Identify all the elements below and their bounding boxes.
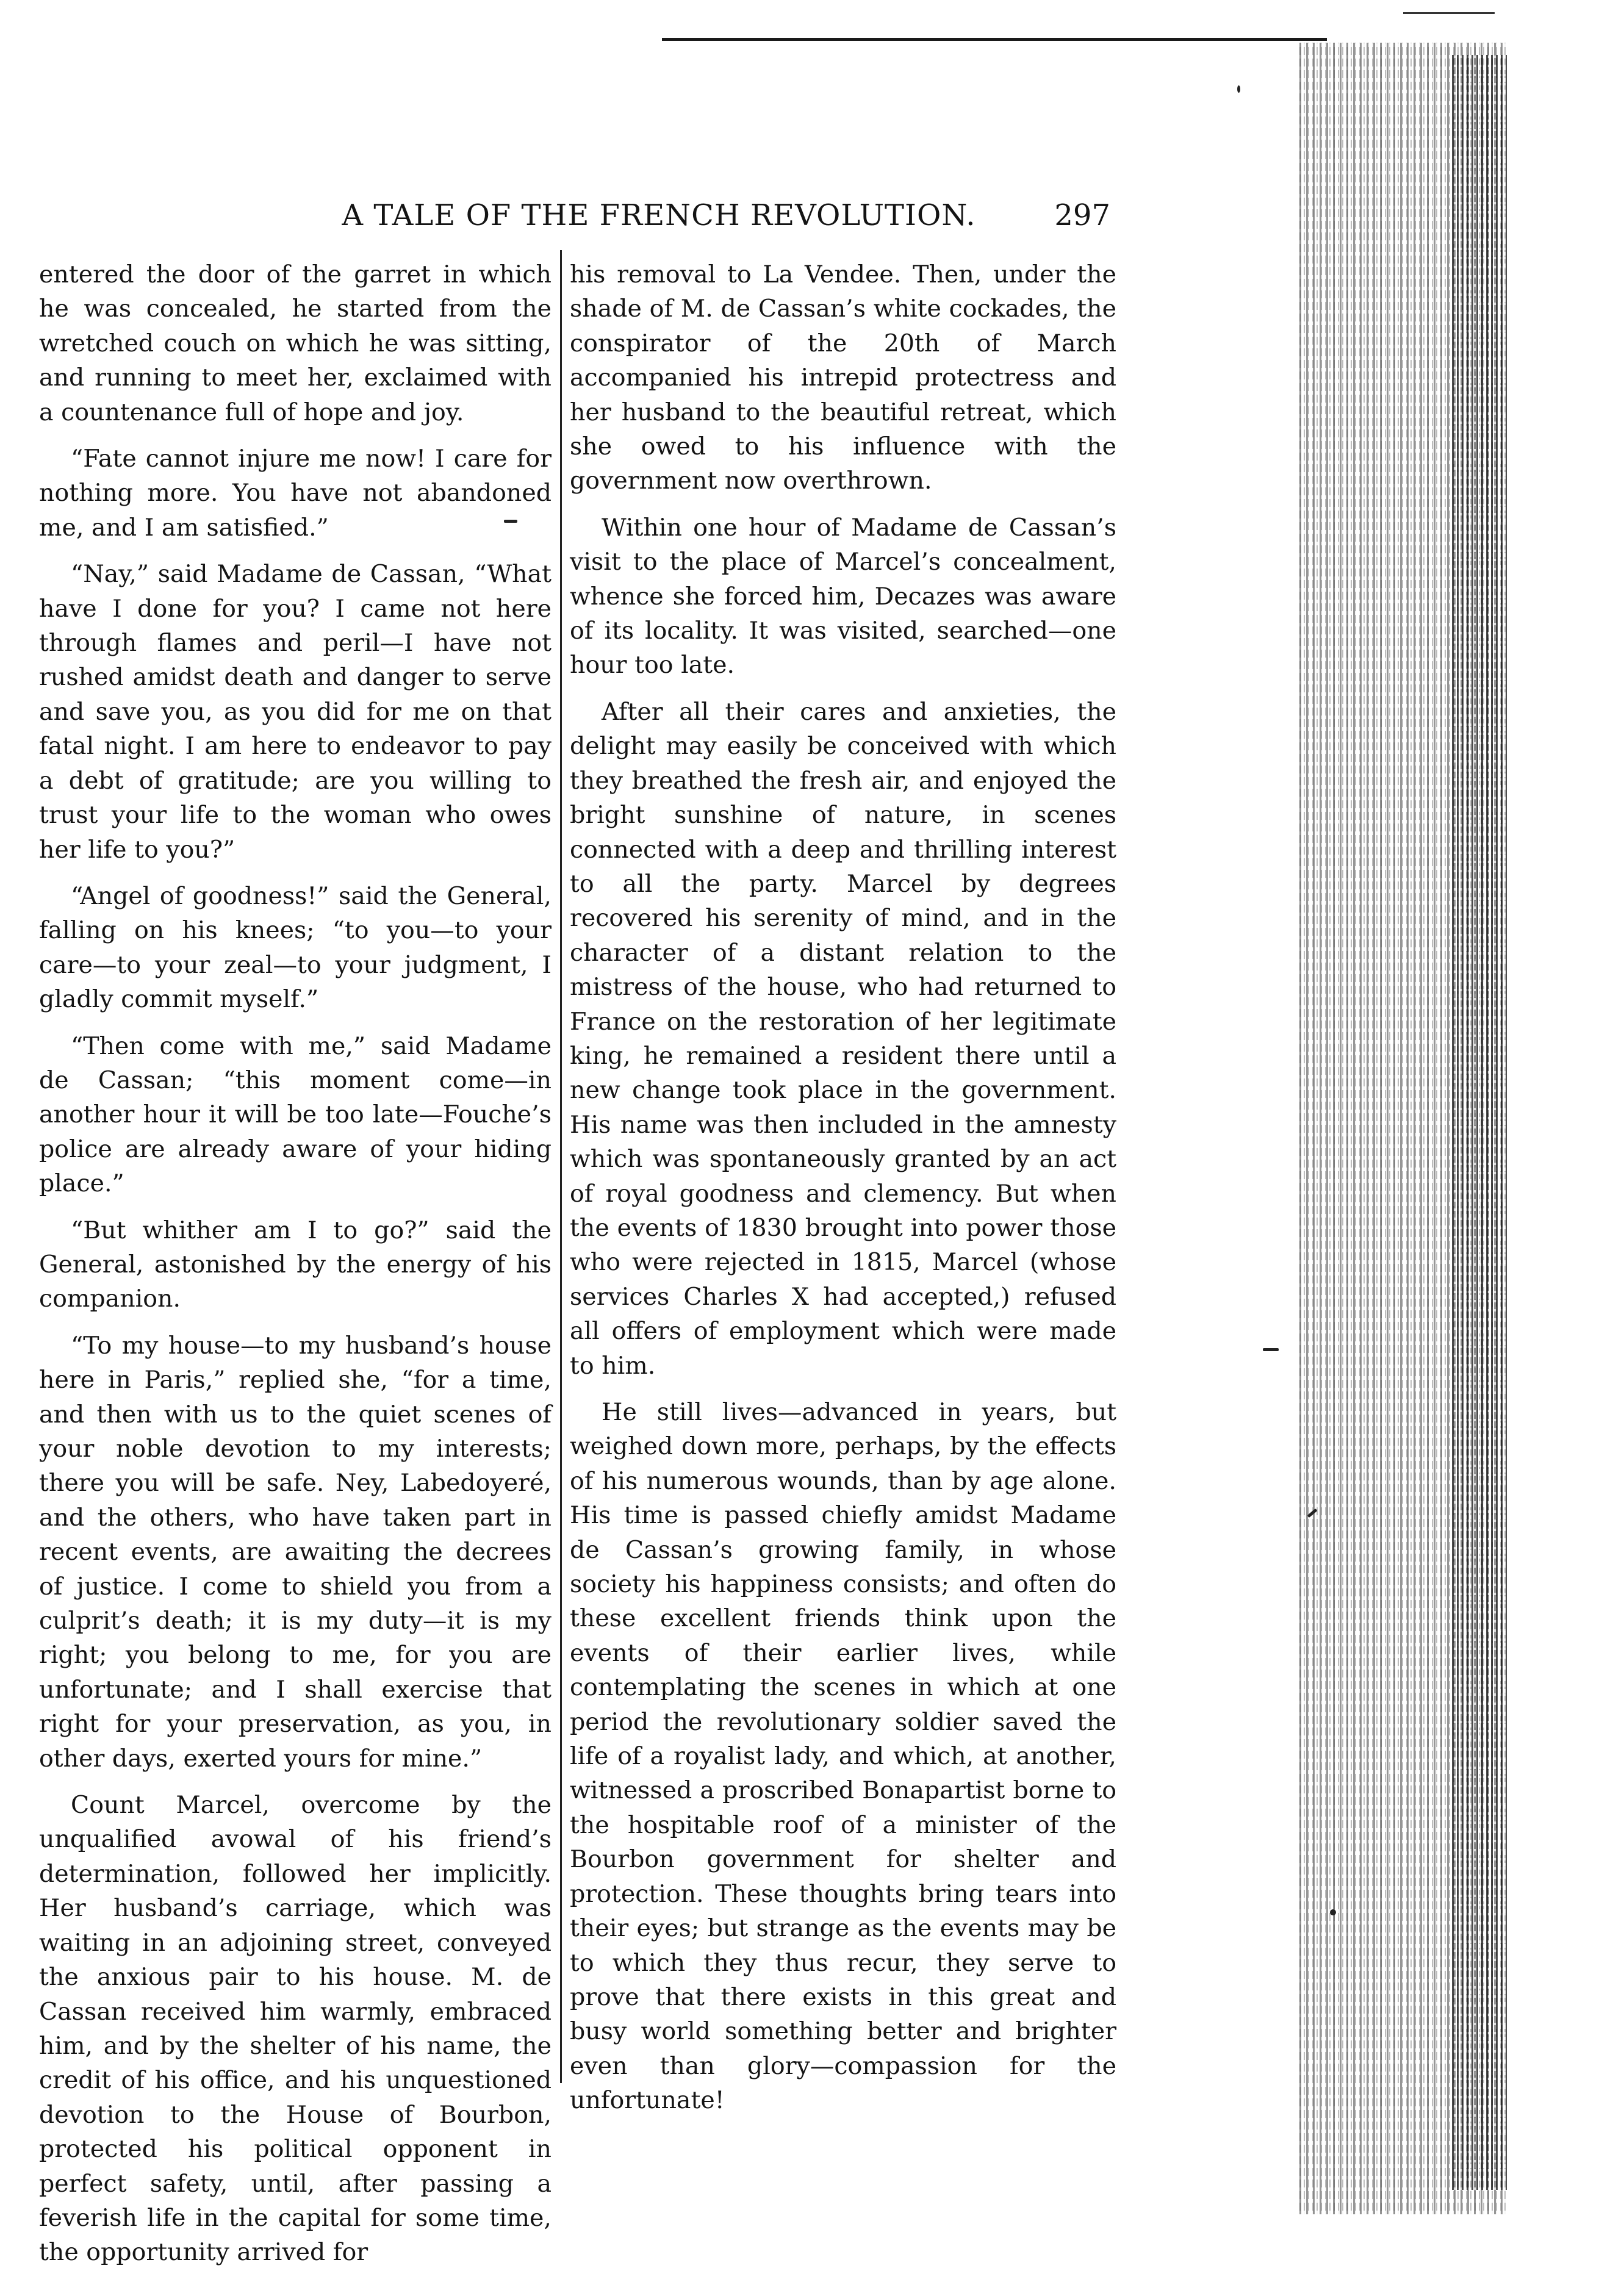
paragraph: “But whither am I to go?” said the General, astonished by the energy of his companion. — [39, 1216, 552, 1313]
page-number: 297 — [1054, 198, 1110, 232]
scan-speck — [504, 520, 517, 523]
top-rule-fragment — [1403, 12, 1495, 14]
paragraph: “Angel of goodness!” said the General, falling on his knees; “to you—to your care—to your zeal—to your judgment, I gladly commit myself.” — [39, 881, 552, 1014]
paragraph: Within one hour of Madame de Cassan’s visit to the place of Marcel’s concealment, whence she forced him, Decazes was aware of its locality. It was visited, searched—one hour too late. — [570, 513, 1116, 680]
paragraph: “Then come with me,” said Madame de Cassan; “this moment come—in another hour it will be too late—Fouche’s police are already aware of your hiding place.” — [39, 1032, 552, 1198]
paragraph: “Nay,” said Madame de Cassan, “What have I done for you? I came not here through flames and peril—I have not rushed amidst death and danger to serve and save you, as you did for me on that fatal night. I am here to endeavor to pay a debt of gratitude; are you willing to trust your life to the woman who owes her life to you?” — [39, 560, 552, 864]
paragraph: After all their cares and anxieties, the delight may easily be conceived with which they breathed the fresh air, and enjoyed the bright sunshine of nature, in scenes connected with a deep and thrilling interest to all the party. Marcel by degrees recovered his serenity of mind, and in the character of a distant relation to the mistress of the house, who had returned to France on the restoration of her legitimate king, he remained a resident there until a new change took place in the government. His name was then included in the amnesty which was spontaneously granted by an act of royal goodness and clemency. But when the events of 1830 brought into power those who were rejected in 1815, Marcel (whose services Charles X had accepted,) refused all offers of employment which were made to him. — [570, 697, 1116, 1380]
paragraph: He still lives—advanced in years, but weighed down more, perhaps, by the effects of his numerous wounds, than by age alone. His time is passed chiefly amidst Madame de Cassan’s growing family, in whose society his happiness consists; and often do these excellent friends think upon the events of their earlier lives, while contemplating the scenes in which at one period the revolutionary soldier saved the life of a royalist lady, and which, at another, witnessed a proscribed Bonapartist borne to the hospitable roof of a minister of the Bourbon government for shelter and protection. These thoughts bring tears into their eyes; but strange as the events may be to which they thus recur, they serve to prove that there exists in this great and busy world something better and brighter even than glory—compassion for the unfortunate! — [570, 1398, 1116, 2115]
scan-speck — [1263, 1348, 1279, 1351]
left-column — [39, 257, 552, 2282]
paragraph: “To my house—to my husband’s house here in Paris,” replied she, “for a time, and then with us to the quiet scenes of your noble devotion to my interests; there you will be safe. Ney, Labedoyeré, and the others, who have taken part in recent events, are awaiting the decrees of justice. I come to shield you from a culprit’s death; it is my duty—it is my right; you belong to me, for you are unfortunate; and I shall exercise that right for your preservation, as you, in other days, exerted yours for mine.” — [39, 1331, 552, 1773]
top-rule — [662, 38, 1327, 41]
page-header — [262, 194, 1110, 237]
paragraph: “Fate cannot injure me now! I care for nothing more. You have not abandoned me, and I am satisfied.” — [39, 445, 552, 542]
scan-speck — [1237, 85, 1240, 93]
column-divider — [560, 250, 562, 2083]
running-title: A TALE OF THE FRENCH REVOLUTION. — [342, 198, 976, 232]
right-column — [570, 257, 1116, 2130]
scan-speck — [1330, 1909, 1336, 1915]
scan-edge-shadow-dense — [1452, 55, 1507, 2190]
paragraph: his removal to La Vendee. Then, under the shade of M. de Cassan’s white cockades, the conspirator of the 20th of March accompanied his intrepid protectress and her husband to the beautiful retreat, which she owed to his influence with the government now overthrown. — [570, 260, 1116, 495]
paragraph: entered the door of the garret in which he was concealed, he started from the wretched couch on which he was sitting, and running to meet her, exclaimed with a countenance full of hope and joy. — [39, 260, 552, 426]
paragraph: Count Marcel, overcome by the unqualified avowal of his friend’s determination, followed her implicitly. Her husband’s carriage, which was waiting in an adjoining street, conveyed the anxious pair to his house. M. de Cassan received him warmly, embraced him, and by the shelter of his name, the credit of his office, and his unquestioned devotion to the House of Bourbon, protected his political opponent in perfect safety, until, after passing a feverish life in the capital for some time, the opportunity arrived for — [39, 1791, 552, 2267]
